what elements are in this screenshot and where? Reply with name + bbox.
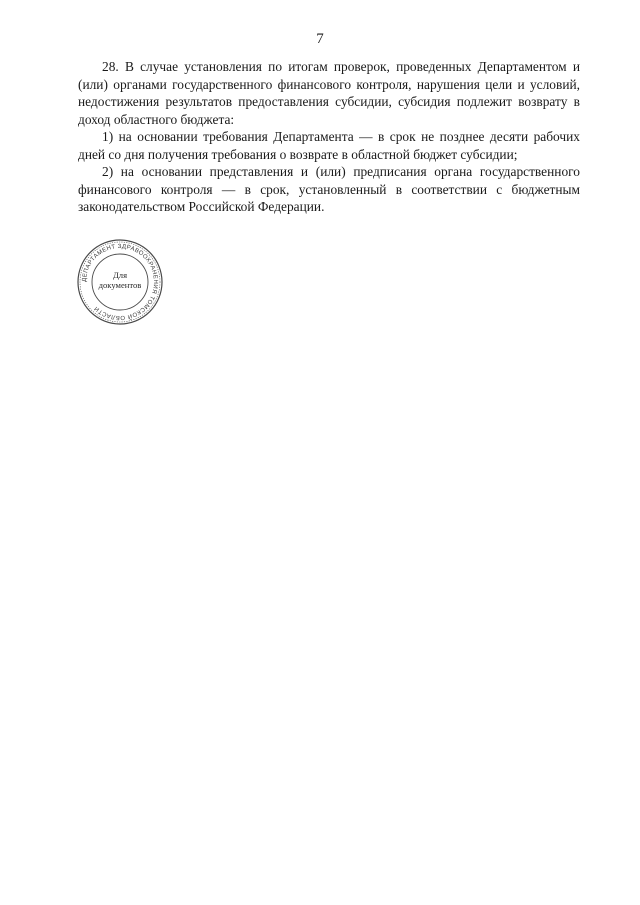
stamp-line-2: документов [98,280,142,290]
stamp-center-text [76,270,164,290]
page-number: 7 [316,31,324,47]
stamp-line-1: Для [112,270,128,280]
document-body [78,58,580,216]
paragraph-item-2: 2) на основании представления и (или) предписания органа государственного финансового контроля — в срок, установленный в соответствии с бюджетным законодательством Российской Федерации. [78,164,580,214]
paragraph-item-1: 1) на основании требования Департамента — в срок не позднее десяти рабочих дней со дня получения требования о возврате в областной бюджет субсидии; [78,129,580,162]
paragraph-28: 28. В случае установления по итогам проверок, проведенных Департаментом и (или) органами государственного финансового контроля, нарушения цели и условий, недостижения результатов предоставления субсидии, субсидия подлежит возврату в доход областного бюджета: [78,59,580,127]
stamp-ring-text: ДЕПАРТАМЕНТ ЗДРАВООХРАНЕНИЯ ТОМСКОЙ ОБЛАСТИ [81,243,159,321]
official-stamp [76,238,164,326]
